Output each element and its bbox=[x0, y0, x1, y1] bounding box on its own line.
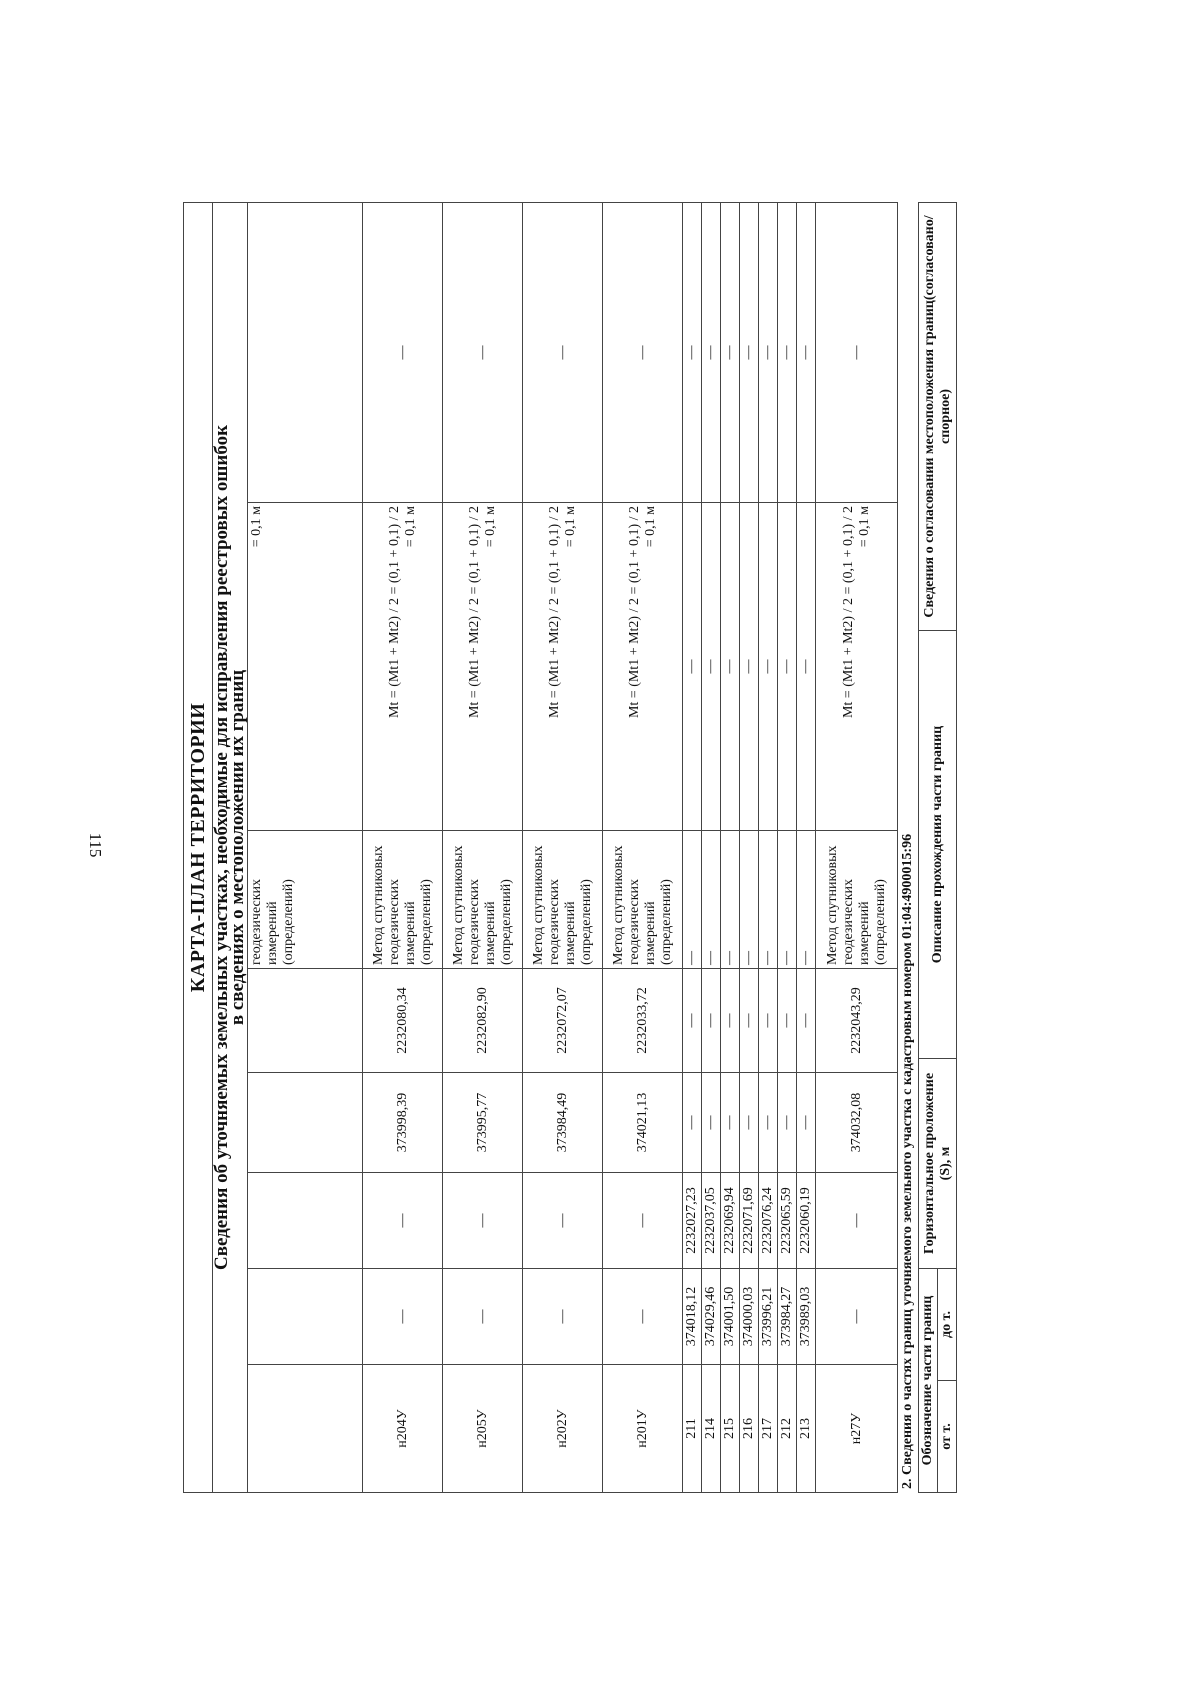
old-y-cell: — bbox=[603, 1173, 683, 1269]
header-agreement: Сведения о согласовании местоположения границ(согласовано/спорное) bbox=[919, 202, 957, 630]
note-cell: — bbox=[797, 202, 816, 502]
method-cell: Метод спутниковых геодезических измерений (определений) bbox=[363, 831, 443, 969]
new-y-cell: — bbox=[797, 969, 816, 1073]
point-name: 215 bbox=[721, 1365, 740, 1493]
section-2-heading: 2. Сведения о частях границ уточняемого земельного участка с кадастровым номером 01:04:4900015:96 bbox=[900, 833, 915, 1489]
accuracy-cell bbox=[523, 503, 603, 831]
header-length: Горизонтальное проложение (S), м bbox=[919, 1058, 957, 1268]
new-y-cell: 2232043,29 bbox=[816, 969, 898, 1073]
old-x-cell: 374018,12 bbox=[683, 1269, 702, 1365]
point-name: 212 bbox=[778, 1365, 797, 1493]
section-2-table bbox=[918, 202, 957, 1493]
note-cell: — bbox=[721, 202, 740, 502]
old-y-cell: 2232060,19 bbox=[797, 1173, 816, 1269]
old-x-cell: 373989,03 bbox=[797, 1269, 816, 1365]
old-y-cell: — bbox=[523, 1173, 603, 1269]
method-cell: — bbox=[740, 831, 759, 969]
old-y-cell: 2232065,59 bbox=[778, 1173, 797, 1269]
old-x-cell: — bbox=[603, 1269, 683, 1365]
note-cell: — bbox=[683, 202, 702, 502]
new-y-cell: — bbox=[778, 969, 797, 1073]
table-row bbox=[363, 202, 443, 1492]
point-name: н202У bbox=[523, 1365, 603, 1493]
accuracy-cell: — bbox=[721, 503, 740, 831]
accuracy-formula: Mt = (Mt1 + Mt2) / 2 = (0,1 + 0,1) / 2 bbox=[626, 506, 642, 719]
accuracy-result: = 0,1 м bbox=[562, 506, 578, 548]
table-row bbox=[778, 202, 797, 1492]
new-x-cell: — bbox=[778, 1073, 797, 1173]
table-row bbox=[740, 202, 759, 1492]
accuracy-cell bbox=[603, 503, 683, 831]
table-row bbox=[797, 202, 816, 1492]
new-x-cell: 373995,77 bbox=[443, 1073, 523, 1173]
page-number: 115 bbox=[86, 832, 105, 858]
accuracy-cell bbox=[363, 503, 443, 831]
new-y-cell: 2232033,72 bbox=[603, 969, 683, 1073]
note-cell: — bbox=[523, 202, 603, 502]
method-cell: — bbox=[702, 831, 721, 969]
rotated-document bbox=[183, 203, 1033, 1493]
new-x-cell: — bbox=[740, 1073, 759, 1173]
method-cell: Метод спутниковых геодезических измерений (определений) bbox=[603, 831, 683, 969]
new-x-cell: — bbox=[797, 1073, 816, 1173]
new-x-cell: — bbox=[702, 1073, 721, 1173]
table-row bbox=[443, 202, 523, 1492]
method-cell: Метод спутниковых геодезических измерений (определений) bbox=[523, 831, 603, 969]
new-y-cell: — bbox=[683, 969, 702, 1073]
point-name: н205У bbox=[443, 1365, 523, 1493]
method-cell: Метод спутниковых геодезических измерений (определений) bbox=[443, 831, 523, 969]
note-cell: — bbox=[443, 202, 523, 502]
point-name: 213 bbox=[797, 1365, 816, 1493]
old-y-cell: — bbox=[816, 1173, 898, 1269]
new-x-cell: 373998,39 bbox=[363, 1073, 443, 1173]
document-title: КАРТА-ПЛАН ТЕРРИТОРИИ bbox=[184, 202, 213, 1492]
new-x-cell: — bbox=[721, 1073, 740, 1173]
accuracy-result: = 0,1 м bbox=[482, 506, 498, 548]
new-x-cell: — bbox=[759, 1073, 778, 1173]
note-cell: — bbox=[759, 202, 778, 502]
old-x-cell: — bbox=[523, 1269, 603, 1365]
header-description: Описание прохождения части границ bbox=[919, 630, 957, 1058]
new-x-cell: 374021,13 bbox=[603, 1073, 683, 1173]
accuracy-cell bbox=[816, 503, 898, 831]
old-x-cell: 374001,50 bbox=[721, 1269, 740, 1365]
method-cell: — bbox=[759, 831, 778, 969]
point-name: н201У bbox=[603, 1365, 683, 1493]
new-y-cell: — bbox=[702, 969, 721, 1073]
method-cell: Метод спутниковых геодезических измерений (определений) bbox=[816, 831, 898, 969]
accuracy-cell: — bbox=[778, 503, 797, 831]
new-y-cell: 2232080,34 bbox=[363, 969, 443, 1073]
table-row bbox=[603, 202, 683, 1492]
table-row bbox=[248, 202, 363, 1492]
old-y-cell: 2232071,69 bbox=[740, 1173, 759, 1269]
method-cell: — bbox=[797, 831, 816, 969]
section-subtitle bbox=[213, 202, 248, 1492]
new-x-cell: — bbox=[683, 1073, 702, 1173]
table-row bbox=[759, 202, 778, 1492]
note-cell: — bbox=[816, 202, 898, 502]
method-cell: — bbox=[778, 831, 797, 969]
header-to: до т. bbox=[938, 1268, 957, 1380]
point-name: н27У bbox=[816, 1365, 898, 1493]
point-name: 214 bbox=[702, 1365, 721, 1493]
old-y-cell: 2232027,23 bbox=[683, 1173, 702, 1269]
point-name: н204У bbox=[363, 1365, 443, 1493]
accuracy-formula: Mt = (Mt1 + Mt2) / 2 = (0,1 + 0,1) / 2 bbox=[840, 506, 856, 719]
old-x-cell: 373984,27 bbox=[778, 1269, 797, 1365]
old-y-cell: 2232037,05 bbox=[702, 1173, 721, 1269]
accuracy-cell: = 0,1 м bbox=[248, 503, 363, 831]
new-x-cell: 374032,08 bbox=[816, 1073, 898, 1173]
method-cell: геодезических измерений (определений) bbox=[248, 831, 363, 969]
accuracy-formula: Mt = (Mt1 + Mt2) / 2 = (0,1 + 0,1) / 2 bbox=[386, 506, 402, 719]
table-row bbox=[721, 202, 740, 1492]
subtitle-line-1: Сведения об уточняемых земельных участках, необходимые для исправления реестровых ошибок bbox=[211, 424, 232, 1271]
old-x-cell: 374029,46 bbox=[702, 1269, 721, 1365]
accuracy-cell: — bbox=[759, 503, 778, 831]
accuracy-cell bbox=[443, 503, 523, 831]
note-cell: — bbox=[778, 202, 797, 502]
old-y-cell: 2232069,94 bbox=[721, 1173, 740, 1269]
header-parts: Обозначение части границ bbox=[919, 1268, 938, 1492]
new-x-cell: 373984,49 bbox=[523, 1073, 603, 1173]
old-y-cell: 2232076,24 bbox=[759, 1173, 778, 1269]
accuracy-result: = 0,1 м bbox=[642, 506, 658, 548]
territory-table bbox=[183, 202, 898, 1493]
note-cell: — bbox=[603, 202, 683, 502]
subtitle-line-2: в сведениях о местоположении их границ bbox=[227, 669, 248, 1026]
accuracy-cell: — bbox=[702, 503, 721, 831]
accuracy-formula: Mt = (Mt1 + Mt2) / 2 = (0,1 + 0,1) / 2 bbox=[466, 506, 482, 719]
table-row bbox=[702, 202, 721, 1492]
note-cell: — bbox=[740, 202, 759, 502]
new-y-cell: 2232082,90 bbox=[443, 969, 523, 1073]
point-name: 216 bbox=[740, 1365, 759, 1493]
accuracy-cell: — bbox=[740, 503, 759, 831]
old-x-cell: — bbox=[443, 1269, 523, 1365]
new-y-cell: 2232072,07 bbox=[523, 969, 603, 1073]
method-cell: — bbox=[721, 831, 740, 969]
table-row bbox=[683, 202, 702, 1492]
table-row bbox=[523, 202, 603, 1492]
new-y-cell: — bbox=[721, 969, 740, 1073]
new-y-cell: — bbox=[759, 969, 778, 1073]
old-x-cell: — bbox=[363, 1269, 443, 1365]
method-cell: — bbox=[683, 831, 702, 969]
new-y-cell: — bbox=[740, 969, 759, 1073]
point-name: 217 bbox=[759, 1365, 778, 1493]
old-x-cell: 374000,03 bbox=[740, 1269, 759, 1365]
note-cell: — bbox=[702, 202, 721, 502]
old-x-cell: 373996,21 bbox=[759, 1269, 778, 1365]
header-from: от т. bbox=[938, 1381, 957, 1493]
accuracy-result: = 0,1 м bbox=[402, 506, 418, 548]
accuracy-cell: — bbox=[683, 503, 702, 831]
accuracy-formula: Mt = (Mt1 + Mt2) / 2 = (0,1 + 0,1) / 2 bbox=[546, 506, 562, 719]
old-y-cell: — bbox=[363, 1173, 443, 1269]
old-x-cell: — bbox=[816, 1269, 898, 1365]
accuracy-cell: — bbox=[797, 503, 816, 831]
note-cell: — bbox=[363, 202, 443, 502]
point-name: 211 bbox=[683, 1365, 702, 1493]
accuracy-result: = 0,1 м bbox=[856, 506, 872, 548]
old-y-cell: — bbox=[443, 1173, 523, 1269]
table-row bbox=[816, 202, 898, 1492]
